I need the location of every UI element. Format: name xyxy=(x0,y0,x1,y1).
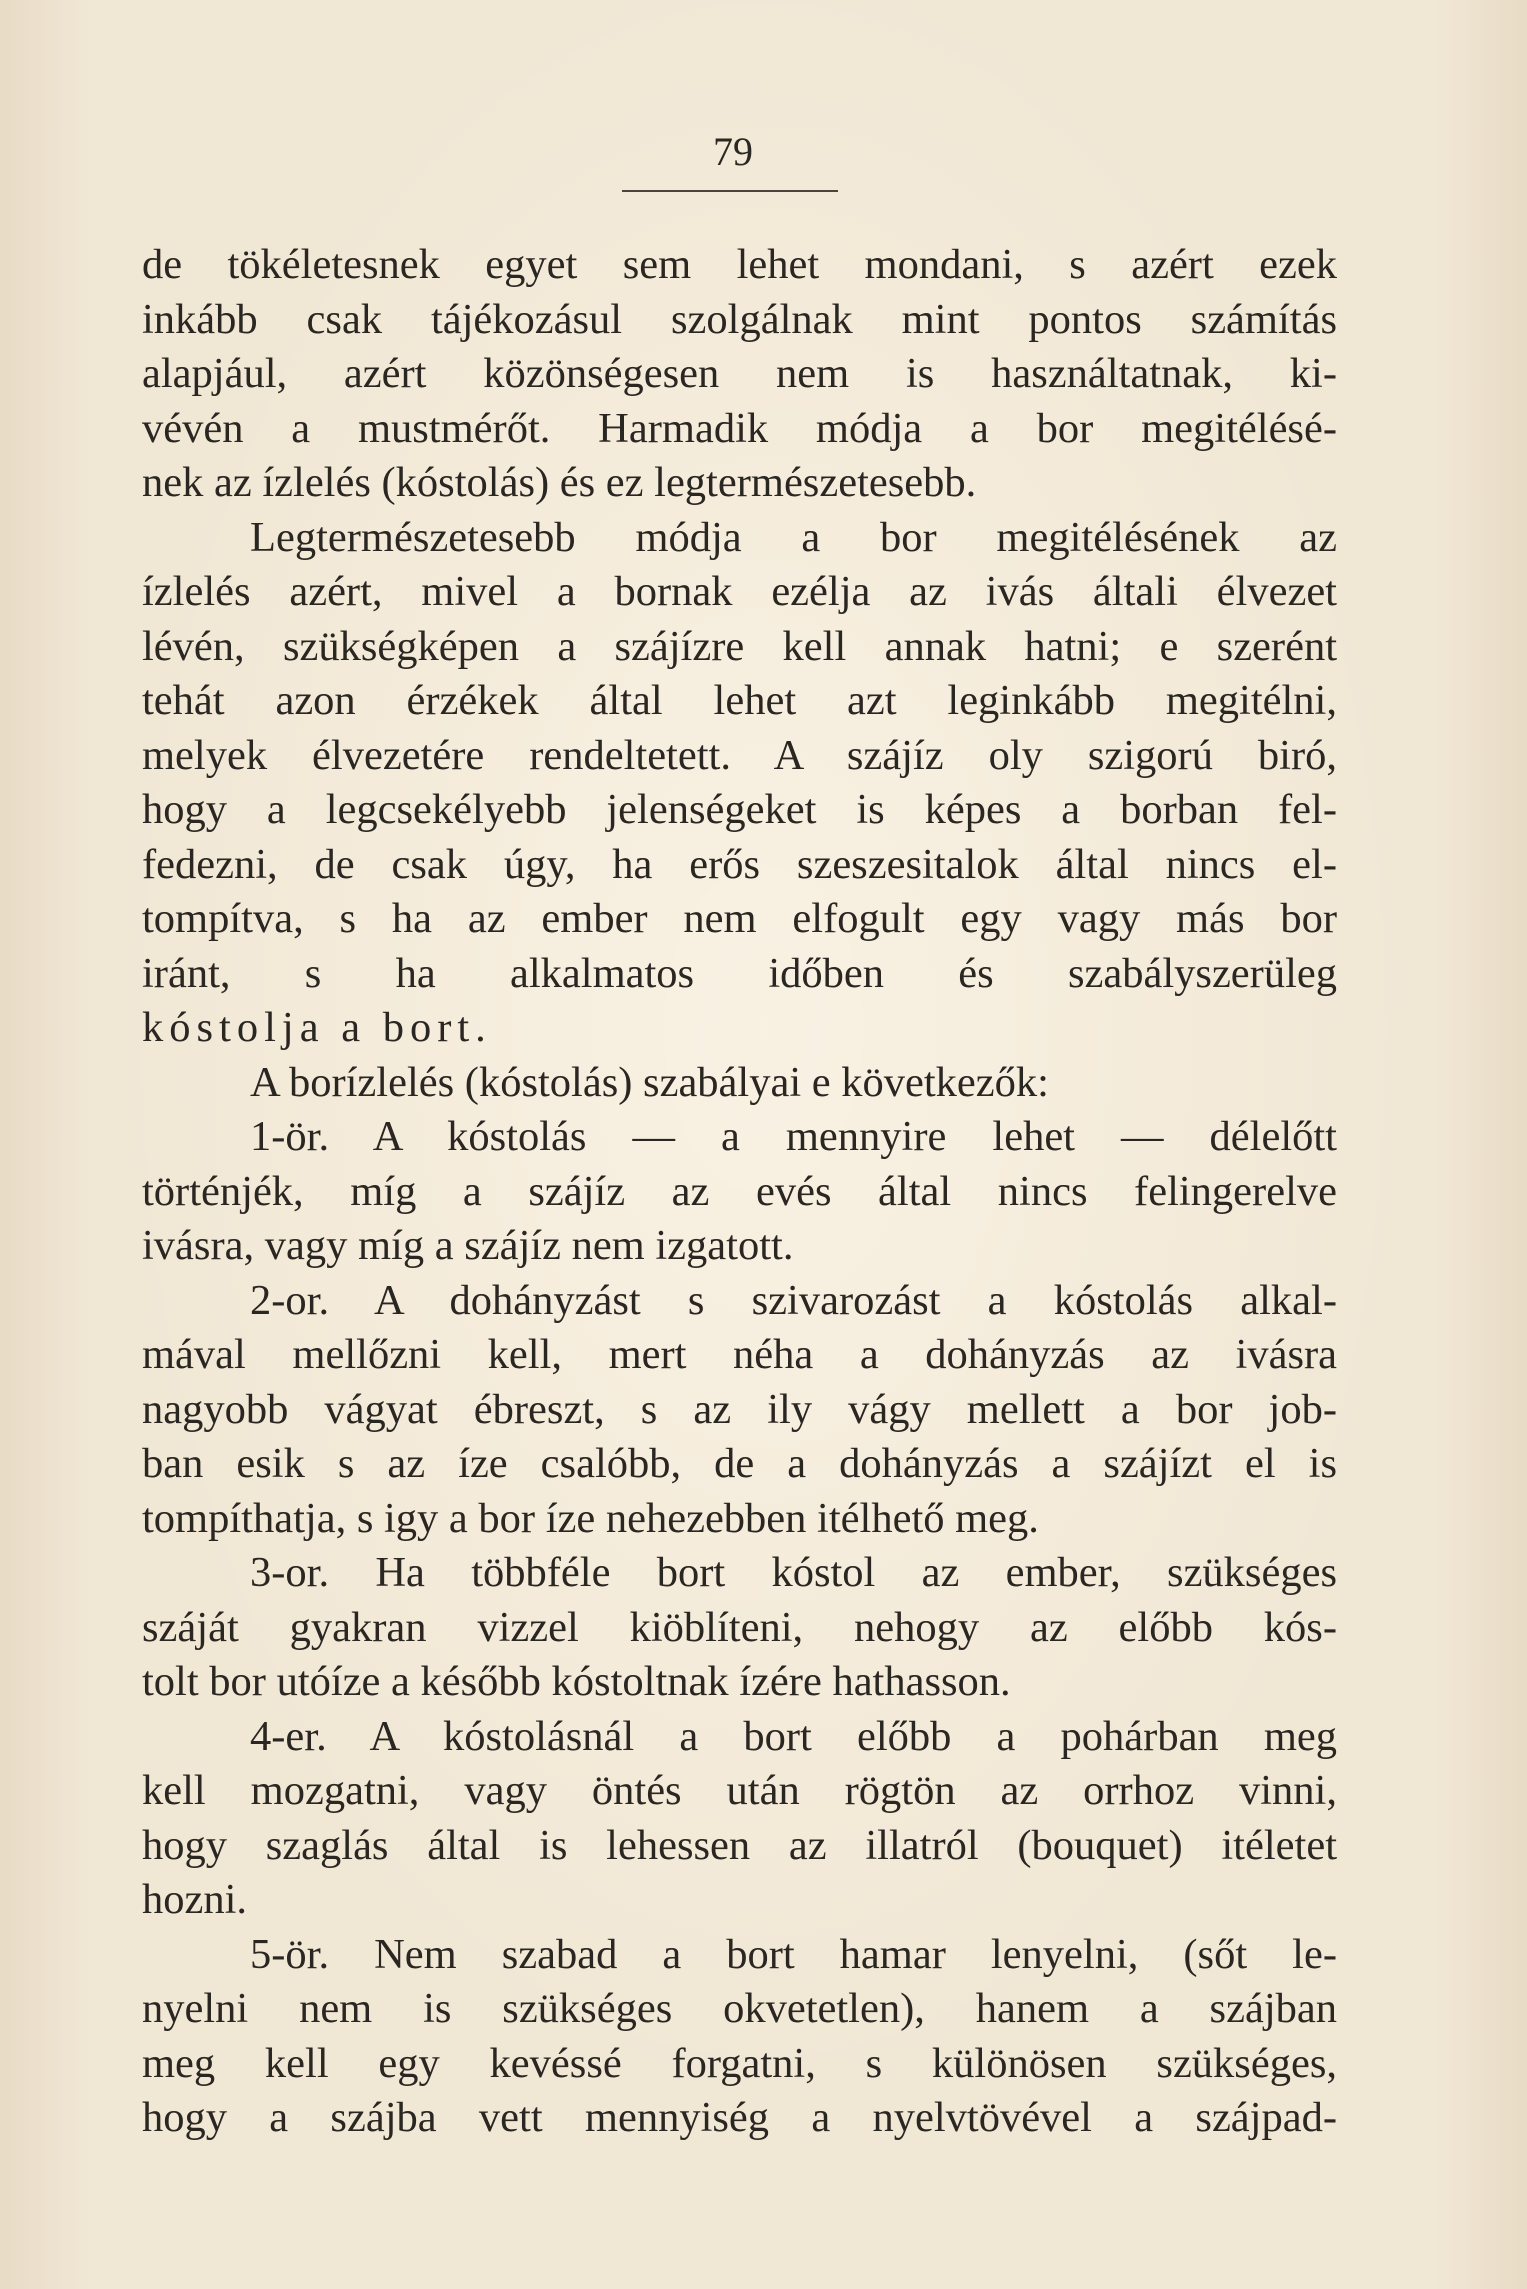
text-line: melyek élvezetére rendeltetett. A szájíz oly szigorú biró, xyxy=(142,731,1337,779)
paragraph-start-line: A borízlelés (kóstolás) szabályai e következők: xyxy=(250,1058,1049,1106)
rule-3-line: 3-or. Ha többféle bort kóstol az ember, szükséges xyxy=(250,1549,1337,1596)
text-line: fedezni, de csak úgy, ha erős szeszesitalok által nincs el- xyxy=(142,840,1337,888)
text-line: tolt bor utóíze a később kóstoltnak ízére hathasson. xyxy=(142,1658,1011,1705)
text-line: hozni. xyxy=(142,1876,248,1923)
paragraph-start-line: Legtermészetesebb módja a bor megitélésének az xyxy=(250,513,1337,561)
header-rule xyxy=(622,190,838,192)
body-text xyxy=(142,238,1337,2146)
text-line: hogy szaglás által is lehessen az illatról (bouquet) itéletet xyxy=(142,1821,1337,1869)
text-line: tompíthatja, s igy a bor íze nehezebben itélhető meg. xyxy=(142,1494,1039,1542)
text-line: ban esik s az íze csalóbb, de a dohányzás a szájízt el is xyxy=(142,1440,1337,1487)
text-line: hogy a szájba vett mennyiség a nyelvtövével a szájpad- xyxy=(142,2094,1337,2141)
text-line: ivásra, vagy míg a szájíz nem izgatott. xyxy=(142,1222,794,1269)
rule-1-line: 1-ör. A kóstolás — a mennyire lehet — délelőtt xyxy=(250,1113,1337,1160)
text-line: tehát azon érzékek által lehet azt leginkább megitélni, xyxy=(142,677,1337,724)
text-line: vévén a mustmérőt. Harmadik módja a bor megitélésé- xyxy=(142,404,1337,452)
text-line: kóstolja a bort. xyxy=(142,1004,492,1051)
text-line: iránt, s ha alkalmatos időben és szabályszerüleg xyxy=(142,949,1337,997)
text-line: nek az ízlelés (kóstolás) és ez legtermészetesebb. xyxy=(142,459,977,506)
text-line: tompítva, s ha az ember nem elfogult egy vagy más bor xyxy=(142,895,1337,942)
text-line: inkább csak tájékozásul szolgálnak mint pontos számítás xyxy=(142,295,1337,343)
text-line: lévén, szükségképen a szájízre kell annak hatni; e szerént xyxy=(142,622,1337,670)
text-line: meg kell egy kevéssé forgatni, s különösen szükséges, xyxy=(142,2039,1337,2087)
text-line: alapjául, azért közönségesen nem is használtatnak, ki- xyxy=(142,350,1337,397)
text-line: nagyobb vágyat ébreszt, s az ily vágy mellett a bor job- xyxy=(142,1385,1337,1433)
text-line: kell mozgatni, vagy öntés után rögtön az orrhoz vinni, xyxy=(142,1767,1337,1814)
text-line: történjék, míg a szájíz az evés által nincs felingerelve xyxy=(142,1167,1337,1215)
text-line: mával mellőzni kell, mert néha a dohányzás az ivásra xyxy=(142,1331,1337,1378)
rule-4-line: 4-er. A kóstolásnál a bort előbb a pohárban meg xyxy=(250,1712,1337,1760)
text-line: de tökéletesnek egyet sem lehet mondani, s azért ezek xyxy=(142,241,1337,288)
text-line: ízlelés azért, mivel a bornak ezélja az ivás általi élvezet xyxy=(142,568,1337,615)
text-line: hogy a legcsekélyebb jelenségeket is képes a borban fel- xyxy=(142,786,1337,833)
text-line: nyelni nem is szükséges okvetetlen), hanem a szájban xyxy=(142,1985,1337,2032)
text-line: száját gyakran vizzel kiöblíteni, nehogy az előbb kós- xyxy=(142,1603,1337,1651)
rule-2-line: 2-or. A dohányzást s szivarozást a kóstolás alkal- xyxy=(250,1276,1337,1324)
rule-5-line: 5-ör. Nem szabad a bort hamar lenyelni, (sőt le- xyxy=(250,1930,1337,1978)
page-number: 79 xyxy=(713,129,753,174)
